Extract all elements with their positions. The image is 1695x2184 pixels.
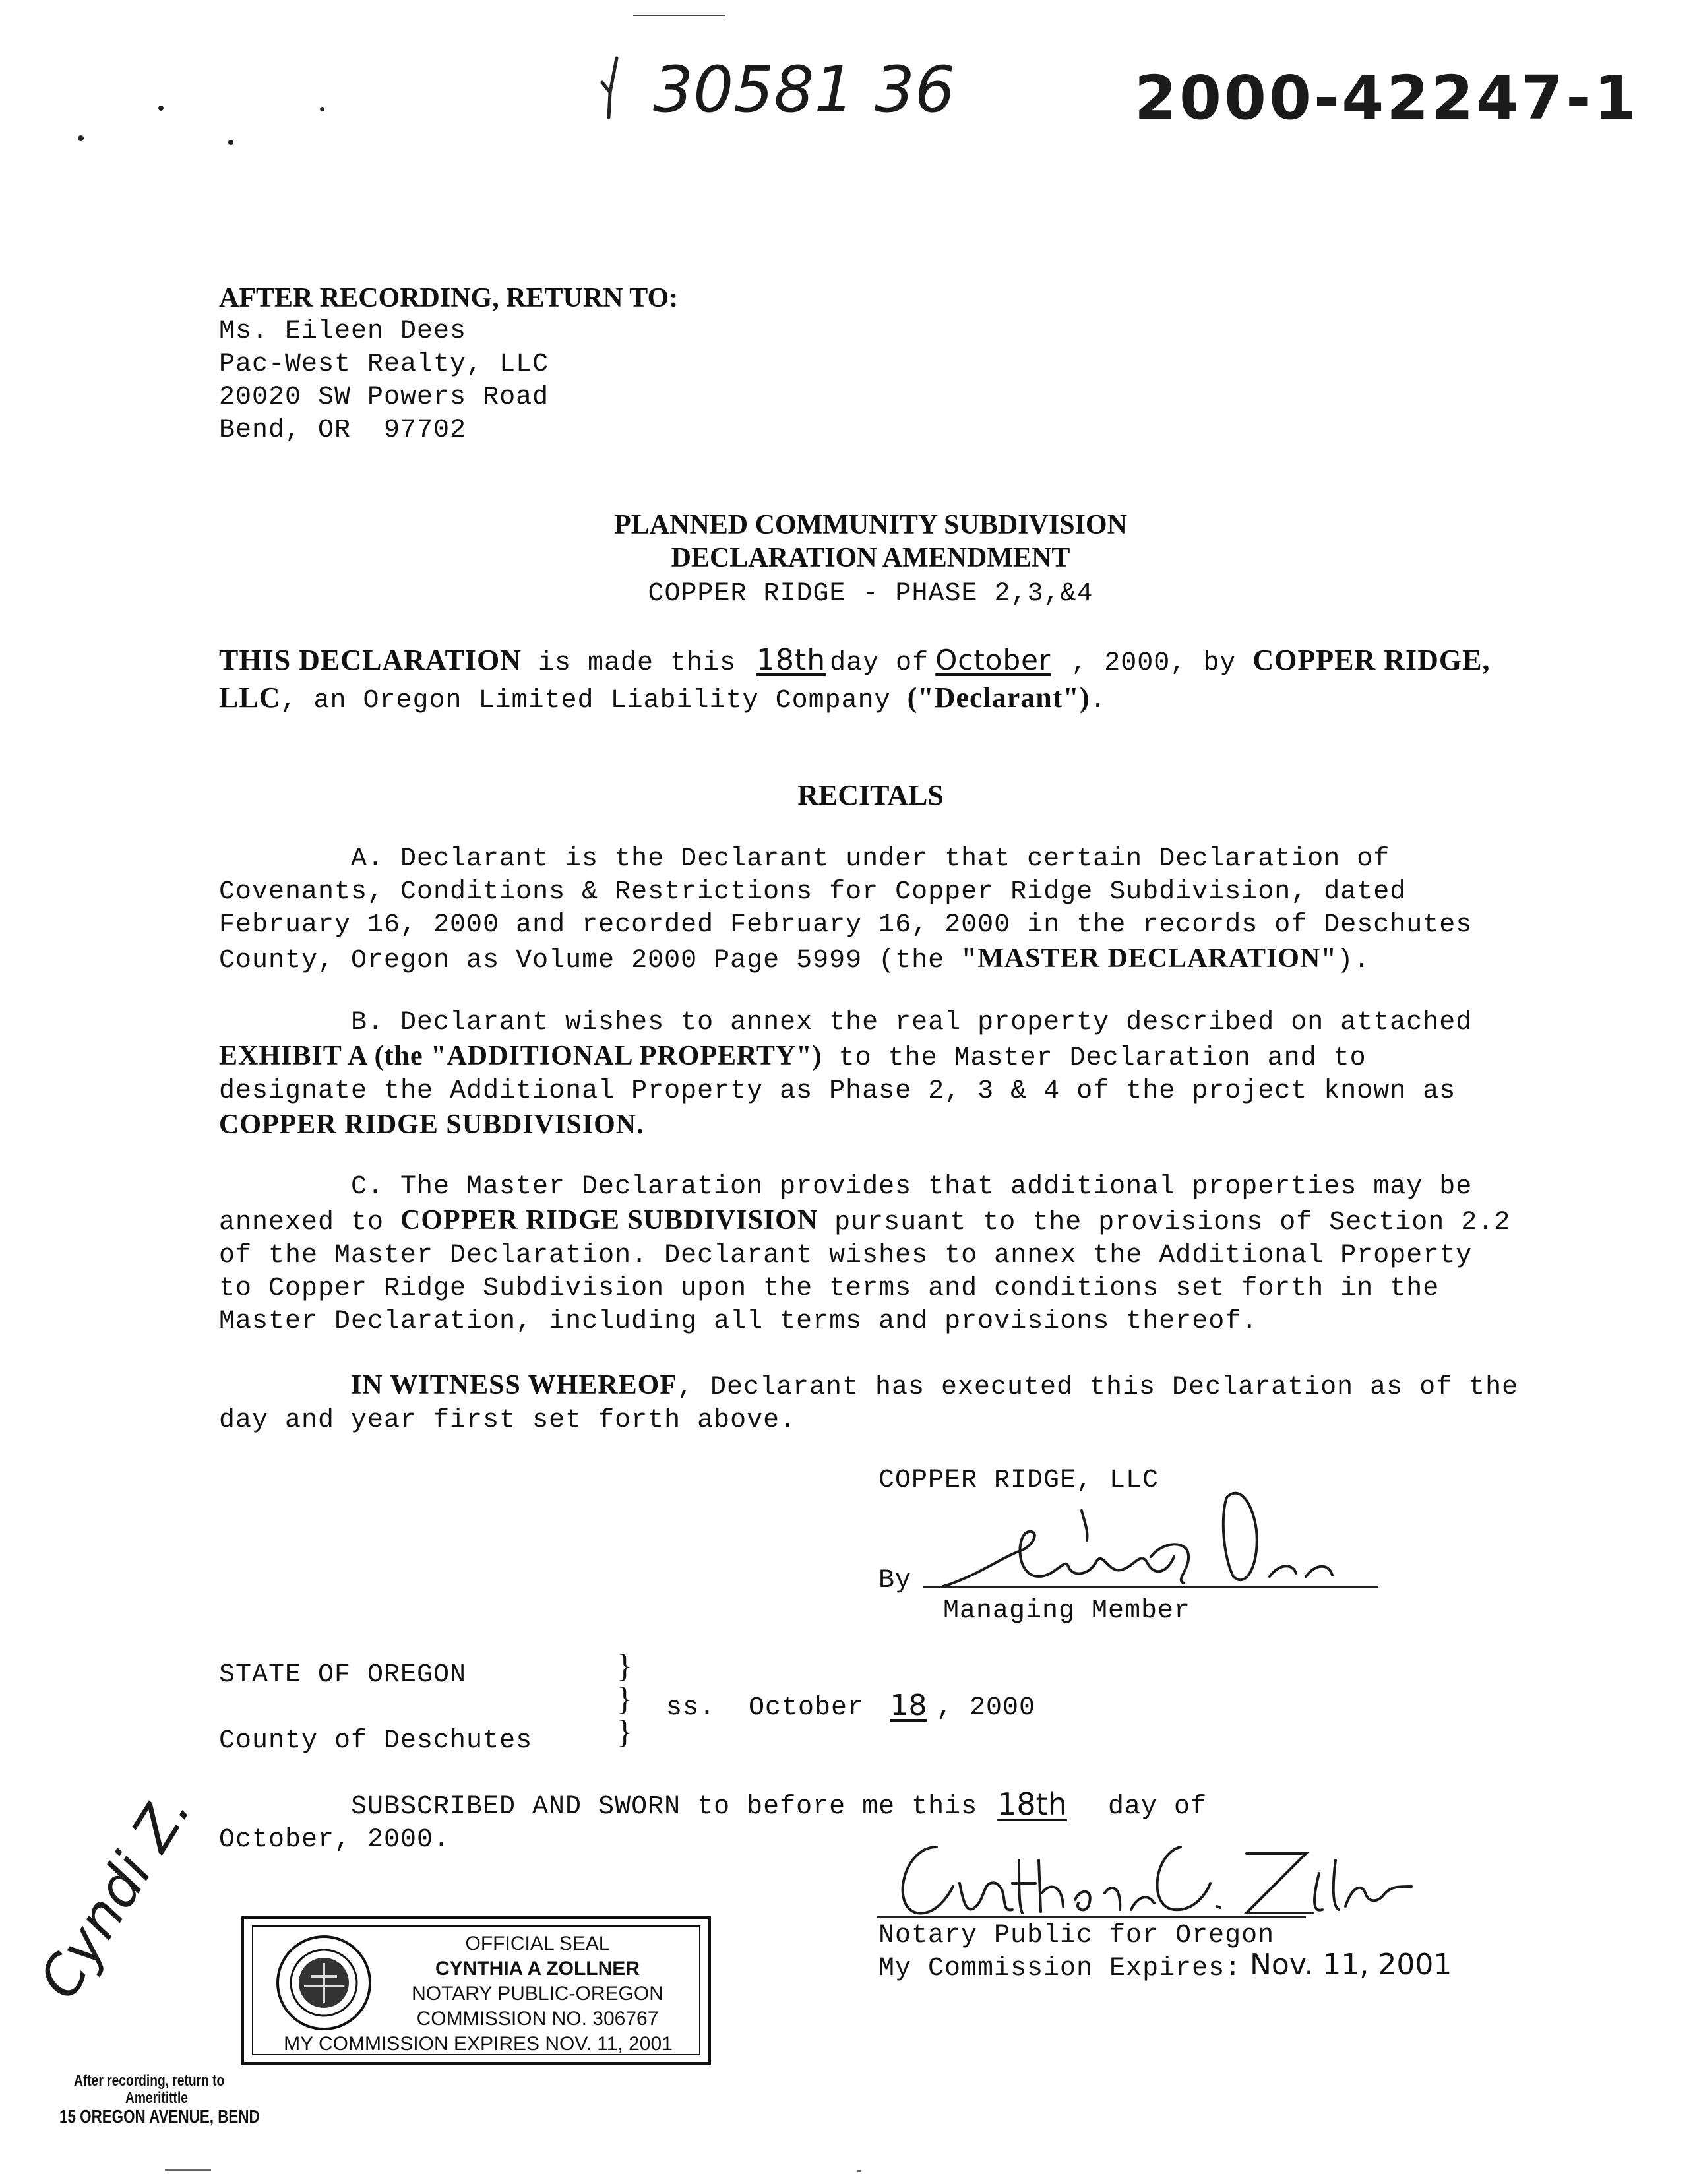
- intro-text: , 2000, by: [1055, 648, 1253, 678]
- recital-c-text: C. The Master Declaration provides that additional properties may be annexed to: [219, 1172, 1473, 1237]
- bottom-scan-mark: [857, 2170, 861, 2172]
- seal-line: NOTARY PUBLIC-OREGON: [412, 1983, 663, 2005]
- recital-c: [219, 1171, 1512, 1338]
- recital-a-text: A. Declarant is the Declarant under that certain Declaration of Covenants, Conditions & Restrictions for Copper Ridge Subdivision, dated February 16, 2000 and recorded February 16, 2000 in the records of Deschutes County, Oregon as Volume 2000 Page 5999 (the ": [219, 844, 1473, 976]
- commission-label: My Commission Expires:: [878, 1954, 1242, 1983]
- scan-speck: [228, 140, 233, 145]
- recital-a-bold: MASTER DECLARATION: [977, 943, 1321, 974]
- witness-text: , Declarant has executed this Declaration as of the day and year first set forth above.: [219, 1373, 1519, 1435]
- intro-day-fill: 18th: [756, 643, 826, 677]
- recital-a: [219, 843, 1512, 978]
- sworn-line2: October, 2000.: [219, 1825, 450, 1855]
- intro-text: is made this: [521, 648, 753, 678]
- notary-county: County of Deschutes: [219, 1726, 533, 1756]
- checkmark-icon: [590, 53, 630, 125]
- recital-b-exhibit: EXHIBIT A (the "ADDITIONAL PROPERTY"): [219, 1041, 822, 1071]
- intro-bold-company: COPPER RIDGE, LLC: [219, 644, 1491, 714]
- notary-date-prefix: October: [749, 1693, 865, 1723]
- recital-b-text: to the Master Declaration and to designate the Additional Property as Phase 2, 3 & 4 of the project known as: [219, 1044, 1456, 1106]
- scan-speck: [78, 135, 84, 141]
- top-scan-mark: [633, 15, 725, 16]
- notary-date-day: 18: [890, 1689, 927, 1722]
- sworn-day: 18th: [997, 1786, 1067, 1822]
- return-to-line: Ms. Eileen Dees: [219, 317, 467, 346]
- commission-date: Nov. 11, 2001: [1250, 1948, 1452, 1981]
- seal-line: OFFICIAL SEAL: [465, 1933, 610, 1954]
- signature-company: COPPER RIDGE, LLC: [878, 1466, 1159, 1495]
- oregon-state-seal-icon: [274, 1933, 373, 2032]
- intro-bold-declarant: ("Declarant"): [907, 681, 1090, 714]
- document-subtitle: DECLARATION AMENDMENT: [671, 543, 1070, 573]
- notary-state: STATE OF OREGON: [219, 1660, 467, 1690]
- notary-signature-scribble: [877, 1821, 1418, 1929]
- bottom-return-note: Ameritittle: [125, 2089, 188, 2107]
- handwritten-record-number: 2000-42247-1: [1134, 63, 1639, 133]
- intro-month-fill: October: [935, 644, 1051, 676]
- document-project: COPPER RIDGE - PHASE 2,3,&4: [648, 579, 1094, 609]
- return-to-line: Pac-West Realty, LLC: [219, 350, 549, 379]
- intro-bold-declaration: THIS DECLARATION: [219, 644, 522, 676]
- seal-line: MY COMMISSION EXPIRES NOV. 11, 2001: [284, 2033, 673, 2055]
- notary-date-suffix: , 2000: [937, 1693, 1036, 1723]
- intro-text: .: [1090, 686, 1107, 716]
- sworn-prefix: SUBSCRIBED AND SWORN to before me this: [351, 1792, 978, 1822]
- venue-brace: } } }: [617, 1647, 632, 1750]
- return-to-heading: AFTER RECORDING, RETURN TO:: [219, 283, 679, 313]
- notary-signature-line: [877, 1916, 1306, 1918]
- signature-by-label: By: [878, 1566, 912, 1596]
- bottom-scan-mark: [165, 2169, 211, 2171]
- scan-speck: [320, 107, 324, 111]
- notary-public-label: Notary Public for Oregon: [878, 1921, 1275, 1950]
- bottom-return-note: 15 OREGON AVENUE, BEND: [59, 2106, 260, 2127]
- recital-a-end: ").: [1320, 946, 1371, 976]
- signature-scribble: [923, 1478, 1385, 1603]
- intro-text: day of: [830, 648, 929, 678]
- document-title: PLANNED COMMUNITY SUBDIVISION: [614, 510, 1127, 540]
- intro-paragraph: [219, 643, 1512, 718]
- return-to-line: Bend, OR 97702: [219, 416, 467, 445]
- return-to-line: 20020 SW Powers Road: [219, 383, 549, 412]
- recital-b-subdivision: COPPER RIDGE SUBDIVISION.: [219, 1109, 644, 1140]
- recital-b: [219, 1007, 1512, 1144]
- sworn-suffix: day of: [1108, 1792, 1208, 1822]
- witness-paragraph: [219, 1369, 1531, 1437]
- notary-seal-stamp: [241, 1916, 711, 2065]
- seal-line: CYNTHIA A ZOLLNER: [435, 1958, 640, 1980]
- seal-line: COMMISSION NO. 306767: [416, 2008, 659, 2030]
- recitals-heading: RECITALS: [797, 779, 944, 811]
- notary-ss: ss.: [666, 1693, 716, 1723]
- recital-b-text: B. Declarant wishes to annex the real property described on attached: [351, 1008, 1473, 1038]
- recital-c-subdivision: COPPER RIDGE SUBDIVISION: [400, 1205, 818, 1235]
- handwritten-file-number: 30581 36: [653, 53, 956, 127]
- witness-bold: IN WITNESS WHEREOF: [351, 1370, 677, 1400]
- bottom-return-note: After recording, return to: [74, 2072, 225, 2090]
- scan-speck: [158, 106, 164, 111]
- handwritten-margin-note: Cyndi Z.: [26, 1780, 204, 2010]
- recital-c-text: pursuant to the provisions of Section 2.2 of the Master Declaration. Declarant wishes to annex the Additional Property to Copper Ridge Subdivision upon the terms and conditions set forth in the Master Declaration, including all terms and provisions thereof.: [219, 1208, 1511, 1336]
- signature-title: Managing Member: [943, 1596, 1191, 1626]
- intro-text: , an Oregon Limited Liability Company: [280, 686, 908, 716]
